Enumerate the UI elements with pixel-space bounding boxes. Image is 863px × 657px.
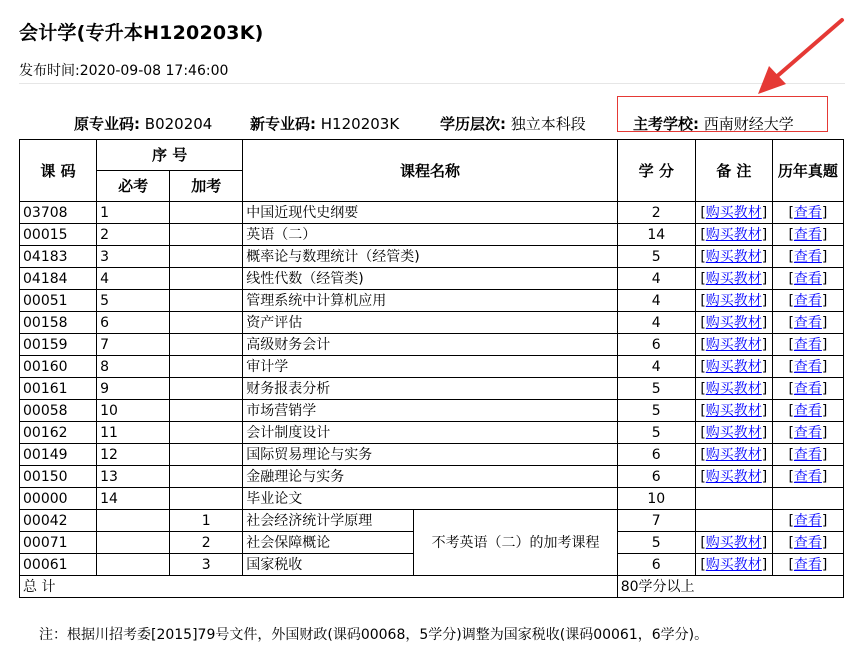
course-name: 国际贸易理论与实务 (243, 444, 617, 466)
view-past-exams-link[interactable]: 查看 (793, 248, 822, 265)
bracket: [ (700, 336, 706, 353)
credit: 4 (617, 356, 695, 378)
remark-cell (695, 334, 772, 356)
bracket: [ (788, 380, 794, 397)
course-code: 03708 (20, 202, 97, 224)
table-row (20, 356, 844, 378)
table-row (20, 290, 844, 312)
course-code: 00015 (20, 224, 97, 246)
bracket: [ (788, 534, 794, 551)
course-name: 毕业论文 (243, 488, 617, 510)
new-code-label: 新专业码: (250, 115, 316, 133)
past-exams-cell (772, 202, 843, 224)
table-row (20, 466, 844, 488)
table-row (20, 422, 844, 444)
bracket: ] (761, 314, 768, 331)
bracket: ] (761, 380, 768, 397)
bracket: ] (821, 314, 828, 331)
table-row (20, 268, 844, 290)
buy-textbook-link[interactable]: 购买教材 (705, 534, 762, 551)
remark-cell (695, 312, 772, 334)
remark-cell (695, 290, 772, 312)
course-code: 00051 (20, 290, 97, 312)
course-code: 00158 (20, 312, 97, 334)
bracket: [ (788, 336, 794, 353)
bracket: ] (761, 204, 768, 221)
past-exams-cell (772, 290, 843, 312)
extra-seq: 3 (170, 554, 243, 576)
course-code: 00058 (20, 400, 97, 422)
bracket: [ (700, 226, 706, 243)
view-past-exams-link[interactable]: 查看 (793, 336, 822, 353)
buy-textbook-link[interactable]: 购买教材 (705, 402, 762, 419)
bracket: [ (700, 534, 706, 551)
header-code: 课 码 (20, 140, 97, 202)
bracket: [ (788, 402, 794, 419)
bracket: [ (788, 358, 794, 375)
bracket: [ (700, 292, 706, 309)
header-course-name: 课程名称 (243, 140, 617, 202)
course-name: 社会保障概论 (243, 532, 414, 554)
course-code: 00042 (20, 510, 97, 532)
required-seq: 8 (97, 356, 170, 378)
bracket: ] (761, 336, 768, 353)
header-credit: 学 分 (617, 140, 695, 202)
credit: 4 (617, 290, 695, 312)
bracket: [ (700, 556, 706, 573)
view-past-exams-link[interactable]: 查看 (793, 204, 822, 221)
bracket: ] (821, 270, 828, 287)
past-exams-cell (772, 312, 843, 334)
table-row (20, 400, 844, 422)
required-seq: 13 (97, 466, 170, 488)
course-code: 00150 (20, 466, 97, 488)
course-code: 00161 (20, 378, 97, 400)
buy-textbook-link[interactable]: 购买教材 (705, 446, 762, 463)
view-past-exams-link[interactable]: 查看 (793, 292, 822, 309)
credit: 6 (617, 466, 695, 488)
course-name: 概率论与数理统计（经管类) (243, 246, 617, 268)
course-name: 国家税收 (243, 554, 414, 576)
new-code-value: H120203K (320, 115, 400, 133)
past-exams-cell (772, 400, 843, 422)
past-exams-cell (772, 356, 843, 378)
course-name: 资产评估 (243, 312, 617, 334)
bracket: ] (821, 380, 828, 397)
view-past-exams-link[interactable]: 查看 (793, 468, 822, 485)
course-code: 00162 (20, 422, 97, 444)
extra-seq (170, 400, 243, 422)
required-seq: 10 (97, 400, 170, 422)
bracket: ] (821, 424, 828, 441)
past-exams-cell (772, 466, 843, 488)
bracket: [ (700, 248, 706, 265)
required-seq: 2 (97, 224, 170, 246)
remark-cell (695, 510, 772, 532)
total-row (20, 576, 844, 598)
course-code: 00000 (20, 488, 97, 510)
credit: 6 (617, 554, 695, 576)
bracket: ] (821, 556, 828, 573)
past-exams-cell (772, 422, 843, 444)
required-seq: 1 (97, 202, 170, 224)
bracket: [ (788, 446, 794, 463)
credit: 5 (617, 422, 695, 444)
buy-textbook-link[interactable]: 购买教材 (705, 314, 762, 331)
required-seq (97, 554, 170, 576)
course-name: 社会经济统计学原理 (243, 510, 414, 532)
level-value: 独立本科段 (510, 115, 586, 133)
remark-cell (695, 246, 772, 268)
bracket: [ (788, 270, 794, 287)
extra-course-note: 不考英语（二）的加考课程 (414, 510, 617, 576)
credit: 5 (617, 378, 695, 400)
past-exams-cell (772, 334, 843, 356)
table-row (20, 202, 844, 224)
remark-cell (695, 202, 772, 224)
extra-seq: 1 (170, 510, 243, 532)
view-past-exams-link[interactable]: 查看 (793, 226, 822, 243)
extra-seq (170, 312, 243, 334)
bracket: [ (700, 402, 706, 419)
required-seq (97, 532, 170, 554)
bracket: [ (788, 248, 794, 265)
credit: 6 (617, 444, 695, 466)
credit: 5 (617, 246, 695, 268)
course-name: 金融理论与实务 (243, 466, 617, 488)
view-past-exams-link[interactable]: 查看 (793, 314, 822, 331)
required-seq: 14 (97, 488, 170, 510)
course-code: 00071 (20, 532, 97, 554)
buy-textbook-link[interactable]: 购买教材 (705, 336, 762, 353)
level-label: 学历层次: (440, 115, 506, 133)
course-table (19, 139, 844, 598)
view-past-exams-link[interactable]: 查看 (793, 270, 822, 287)
school-value: 西南财经大学 (703, 115, 794, 133)
required-seq: 6 (97, 312, 170, 334)
extra-seq (170, 466, 243, 488)
bracket: [ (700, 358, 706, 375)
table-row (20, 224, 844, 246)
required-seq: 7 (97, 334, 170, 356)
bracket: ] (821, 248, 828, 265)
bracket: ] (761, 402, 768, 419)
buy-textbook-link[interactable]: 购买教材 (705, 468, 762, 485)
bracket: [ (700, 314, 706, 331)
table-row (20, 488, 844, 510)
old-code-label: 原专业码: (74, 115, 140, 133)
past-exams-cell (772, 532, 843, 554)
buy-textbook-link[interactable]: 购买教材 (705, 424, 762, 441)
bracket: ] (761, 270, 768, 287)
bracket: [ (788, 468, 794, 485)
extra-seq (170, 356, 243, 378)
buy-textbook-link[interactable]: 购买教材 (705, 556, 762, 573)
extra-seq (170, 268, 243, 290)
header-extra: 加考 (170, 171, 243, 202)
view-past-exams-link[interactable]: 查看 (793, 380, 822, 397)
course-name: 中国近现代史纲要 (243, 202, 617, 224)
extra-seq (170, 488, 243, 510)
remark-cell (695, 378, 772, 400)
course-table-body (20, 202, 844, 598)
bracket: ] (821, 226, 828, 243)
remark-cell (695, 224, 772, 246)
bracket: [ (788, 226, 794, 243)
course-code: 00159 (20, 334, 97, 356)
bracket: [ (700, 380, 706, 397)
bracket: [ (788, 512, 794, 529)
buy-textbook-link[interactable]: 购买教材 (705, 380, 762, 397)
extra-seq (170, 224, 243, 246)
bracket: ] (761, 226, 768, 243)
required-seq: 3 (97, 246, 170, 268)
table-row (20, 312, 844, 334)
buy-textbook-link[interactable]: 购买教材 (705, 270, 762, 287)
view-past-exams-link[interactable]: 查看 (793, 424, 822, 441)
bracket: [ (700, 270, 706, 287)
header-past-exams: 历年真题 (772, 140, 843, 202)
bracket: [ (788, 204, 794, 221)
buy-textbook-link[interactable]: 购买教材 (705, 248, 762, 265)
credit: 4 (617, 268, 695, 290)
table-row (20, 444, 844, 466)
past-exams-cell (772, 510, 843, 532)
required-seq (97, 510, 170, 532)
course-code: 00149 (20, 444, 97, 466)
total-label: 总 计 (20, 576, 618, 598)
bracket: [ (788, 292, 794, 309)
credit: 7 (617, 510, 695, 532)
bracket: [ (788, 424, 794, 441)
bracket: [ (788, 314, 794, 331)
course-code: 04183 (20, 246, 97, 268)
bracket: [ (700, 446, 706, 463)
past-exams-cell (772, 488, 843, 510)
view-past-exams-link[interactable]: 查看 (793, 556, 822, 573)
credit: 14 (617, 224, 695, 246)
buy-textbook-link[interactable]: 购买教材 (705, 358, 762, 375)
remark-cell (695, 356, 772, 378)
bracket: ] (761, 292, 768, 309)
remark-cell (695, 466, 772, 488)
past-exams-cell (772, 554, 843, 576)
remark-cell (695, 422, 772, 444)
remark-cell (695, 400, 772, 422)
remark-cell (695, 532, 772, 554)
bracket: ] (821, 292, 828, 309)
publish-time: 发布时间:2020-09-08 17:46:00 (19, 63, 229, 79)
bracket: [ (700, 204, 706, 221)
bracket: ] (821, 336, 828, 353)
past-exams-cell (772, 268, 843, 290)
extra-seq: 2 (170, 532, 243, 554)
view-past-exams-link[interactable]: 查看 (793, 534, 822, 551)
credit: 5 (617, 532, 695, 554)
course-code: 00061 (20, 554, 97, 576)
page-title: 会计学(专升本H120203K) (19, 22, 264, 44)
annotation-arrow (0, 0, 863, 140)
table-row (20, 334, 844, 356)
required-seq: 5 (97, 290, 170, 312)
past-exams-cell (772, 246, 843, 268)
credit: 5 (617, 400, 695, 422)
buy-textbook-link[interactable]: 购买教材 (705, 204, 762, 221)
bracket: ] (761, 424, 768, 441)
bracket: ] (821, 402, 828, 419)
required-seq: 4 (97, 268, 170, 290)
bracket: ] (821, 534, 828, 551)
remark-cell (695, 444, 772, 466)
footnote: 注：根据川招考委[2015]79号文件，外国财政(课码00068，5学分)调整为国家税收(课码00061，6学分)。 (39, 627, 709, 643)
bracket: ] (821, 204, 828, 221)
bracket: ] (761, 248, 768, 265)
remark-cell (695, 554, 772, 576)
credit: 4 (617, 312, 695, 334)
bracket: [ (788, 556, 794, 573)
extra-seq (170, 246, 243, 268)
course-code: 04184 (20, 268, 97, 290)
remark-cell (695, 268, 772, 290)
view-past-exams-link[interactable]: 查看 (793, 358, 822, 375)
header-seq: 序 号 (97, 140, 243, 171)
bracket: ] (821, 446, 828, 463)
view-past-exams-link[interactable]: 查看 (793, 402, 822, 419)
course-name: 线性代数（经管类) (243, 268, 617, 290)
credit: 2 (617, 202, 695, 224)
bracket: ] (761, 358, 768, 375)
bracket: ] (821, 512, 828, 529)
extra-seq (170, 290, 243, 312)
school-label: 主考学校: (633, 115, 699, 133)
required-seq: 11 (97, 422, 170, 444)
extra-seq (170, 202, 243, 224)
header-required: 必考 (97, 171, 170, 202)
remark-cell (695, 488, 772, 510)
bracket: ] (761, 468, 768, 485)
course-name: 高级财务会计 (243, 334, 617, 356)
course-code: 00160 (20, 356, 97, 378)
required-seq: 9 (97, 378, 170, 400)
buy-textbook-link[interactable]: 购买教材 (705, 292, 762, 309)
view-past-exams-link[interactable]: 查看 (793, 446, 822, 463)
past-exams-cell (772, 378, 843, 400)
extra-seq (170, 422, 243, 444)
course-name: 会计制度设计 (243, 422, 617, 444)
total-value: 80学分以上 (617, 576, 843, 598)
table-row (20, 510, 844, 532)
course-name: 市场营销学 (243, 400, 617, 422)
course-name: 审计学 (243, 356, 617, 378)
table-row (20, 378, 844, 400)
bracket: [ (700, 468, 706, 485)
table-row (20, 246, 844, 268)
header-remark: 备 注 (695, 140, 772, 202)
bracket: ] (761, 534, 768, 551)
buy-textbook-link[interactable]: 购买教材 (705, 226, 762, 243)
bracket: ] (761, 446, 768, 463)
bracket: [ (700, 424, 706, 441)
course-name: 财务报表分析 (243, 378, 617, 400)
required-seq: 12 (97, 444, 170, 466)
past-exams-cell (772, 224, 843, 246)
extra-seq (170, 378, 243, 400)
past-exams-cell (772, 444, 843, 466)
extra-seq (170, 444, 243, 466)
course-name: 管理系统中计算机应用 (243, 290, 617, 312)
old-code-value: B020204 (144, 115, 213, 133)
bracket: ] (761, 556, 768, 573)
credit: 10 (617, 488, 695, 510)
bracket: ] (821, 358, 828, 375)
view-past-exams-link[interactable]: 查看 (793, 512, 822, 529)
extra-seq (170, 334, 243, 356)
credit: 6 (617, 334, 695, 356)
bracket: ] (821, 468, 828, 485)
course-name: 英语（二） (243, 224, 617, 246)
